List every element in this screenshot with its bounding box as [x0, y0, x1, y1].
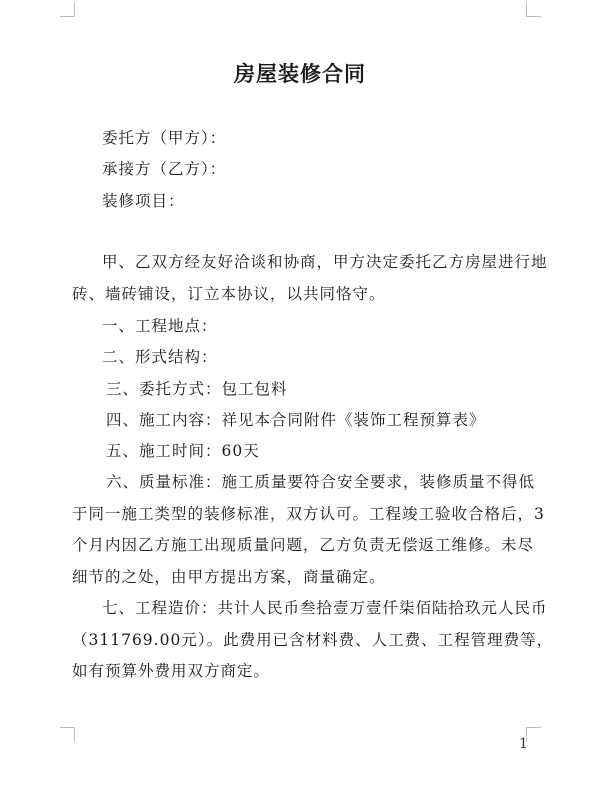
page-corner-mark: [526, 2, 541, 17]
clause-structure: 二、形式结构：: [102, 348, 218, 366]
party-b-field: 承接方（乙方）：: [102, 160, 227, 178]
clause-quality-line: 细节的之处，由甲方提出方案，商量确定。: [72, 568, 386, 586]
clause-content: 四、施工内容：祥见本合同附件《装饰工程预算表》: [106, 411, 486, 429]
page-corner-mark: [60, 727, 75, 742]
clause-quality-line: 六、质量标准：施工质量要符合安全要求，装修质量不得低: [106, 473, 536, 491]
page-corner-mark: [60, 2, 75, 17]
clause-quality-line: 个月内因乙方施工出现质量问题，乙方负责无偿返工维修。未尽: [72, 536, 535, 554]
page-number: 1: [519, 736, 528, 752]
clause-quality-line: 于同一施工类型的装修标准，双方认可。工程竣工验收合格后，3: [72, 505, 545, 523]
clause-price-line: 如有预算外费用双方商定。: [72, 662, 271, 680]
project-field: 装修项目：: [102, 192, 185, 210]
document-title: 房屋装修合同: [234, 62, 366, 86]
intro-line: 砖、墙砖铺设，订立本协议，以共同恪守。: [72, 285, 386, 303]
clause-time: 五、施工时间：60天: [106, 442, 260, 460]
party-a-field: 委托方（甲方）：: [102, 129, 227, 147]
intro-line: 甲、乙双方经友好洽谈和协商，甲方决定委托乙方房屋进行地: [102, 253, 548, 271]
page-corner-mark: [526, 727, 541, 742]
clause-location: 一、工程地点：: [102, 317, 218, 335]
clause-price-line: 七、工程造价：共计人民币叁拾壹万壹仟柒佰陆拾玖元人民币: [102, 599, 548, 617]
clause-method: 三、委托方式：包工包料: [106, 380, 288, 398]
clause-price-line: （311769.00元）。此费用已含材料费、人工费、工程管理费等，: [72, 631, 554, 649]
